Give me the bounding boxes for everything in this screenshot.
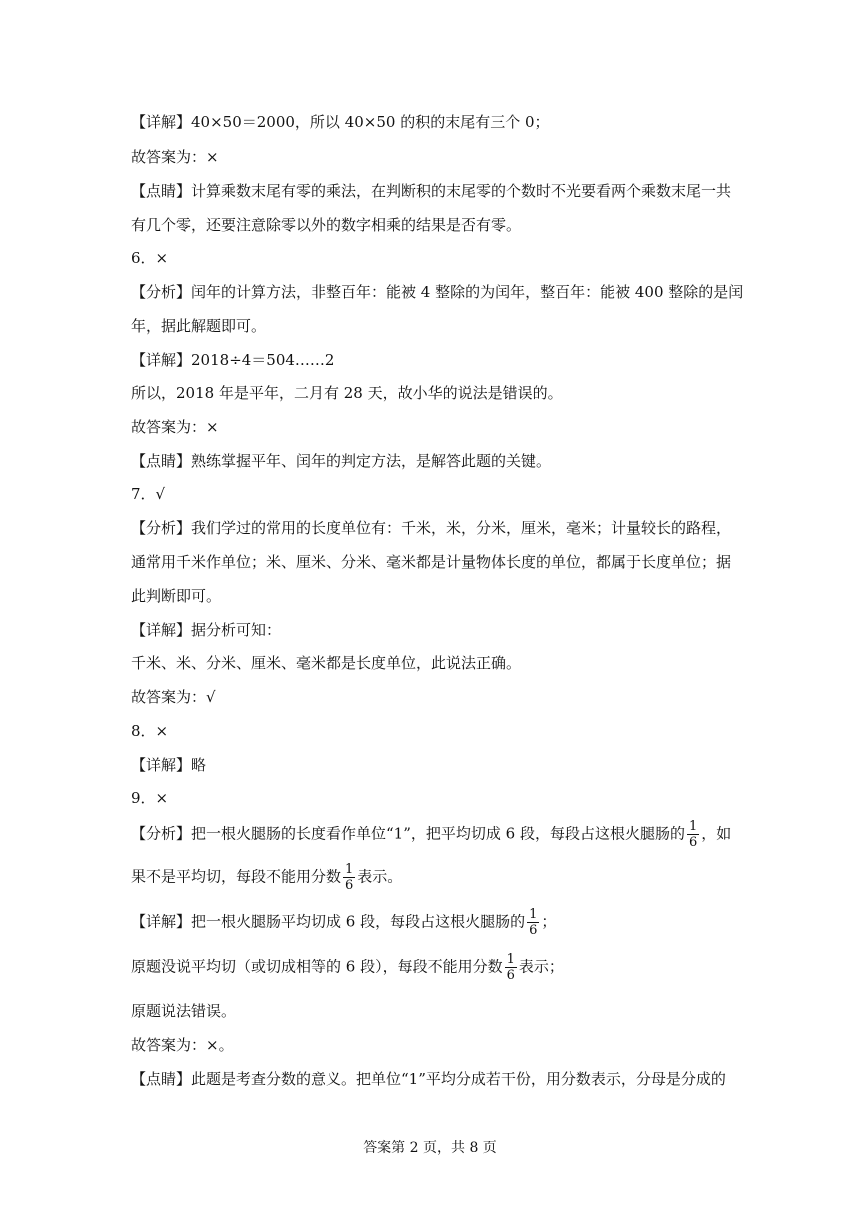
question-number: 6．× (131, 249, 169, 267)
text-line: 【详解】40×50＝2000，所以 40×50 的积的末尾有三个 0； (131, 113, 550, 131)
text-line: 【点睛】计算乘数末尾有零的乘法，在判断积的末尾零的个数时不光要看两个乘数末尾一共 (131, 182, 732, 200)
text-line: 故答案为：×。 (131, 1036, 234, 1054)
text-line: 故答案为：× (131, 148, 219, 166)
text-line: 所以，2018 年是平年，二月有 28 天，故小华的说法是错误的。 (131, 384, 563, 402)
fraction: $\frac{1}{6}$ (506, 952, 515, 983)
text-line: 【详解】2018÷4＝504……2 (131, 351, 335, 369)
text-line-with-fraction: 【分析】把一根火腿肠的长度看作单位“1”，把平均切成 6 段，每段占这根火腿肠的 $\frac{1}{6}$ ，如 (131, 819, 732, 850)
text-line: 年，据此解题即可。 (131, 317, 267, 335)
text-line: 【点睛】此题是考查分数的意义。把单位“1”平均分成若干份，用分数表示，分母是分成的 (131, 1070, 726, 1088)
text-line: 【点睛】熟练掌握平年、闰年的判定方法，是解答此题的关键。 (131, 452, 552, 470)
text-line-with-fraction: 原题没说平均切（或切成相等的 6 段），每段不能用分数 $\frac{1}{6}$ 表示； (131, 952, 564, 983)
text-line: 【分析】我们学过的常用的长度单位有：千米，米，分米，厘米，毫米；计量较长的路程， (131, 519, 732, 537)
page-footer: 答案第 2 页，共 8 页 (363, 1140, 497, 1156)
text-line: 故答案为：√ (131, 688, 216, 706)
text-line: 【详解】据分析可知： (131, 621, 282, 639)
text-line: 【分析】闰年的计算方法，非整百年：能被 4 整除的为闰年，整百年：能被 400 整除的是闰 (131, 283, 744, 301)
text-line: 【详解】略 (131, 756, 207, 774)
text-line: 故答案为：× (131, 418, 219, 436)
question-number: 8．× (131, 722, 169, 740)
text-line: 有几个零，还要注意除零以外的数字相乘的结果是否有零。 (131, 216, 522, 234)
fraction: $\frac{1}{6}$ (688, 819, 698, 850)
fraction: $\frac{1}{6}$ (529, 907, 538, 938)
text-line-with-fraction: 果不是平均切，每段不能用分数 $\frac{1}{6}$ 表示。 (131, 862, 403, 893)
text-line: 此判断即可。 (131, 587, 222, 605)
question-number: 9．× (131, 789, 169, 807)
fraction: $\frac{1}{6}$ (345, 862, 354, 893)
text-line: 原题说法错误。 (131, 1002, 237, 1020)
text-line-with-fraction: 【详解】把一根火腿肠平均切成 6 段，每段占这根火腿肠的 $\frac{1}{6}$ ； (131, 907, 557, 938)
question-number: 7．√ (131, 485, 166, 503)
text-line: 千米、米、分米、厘米、毫米都是长度单位，此说法正确。 (131, 654, 522, 672)
text-line: 通常用千米作单位；米、厘米、分米、毫米都是计量物体长度的单位，都属于长度单位；据 (131, 553, 732, 571)
